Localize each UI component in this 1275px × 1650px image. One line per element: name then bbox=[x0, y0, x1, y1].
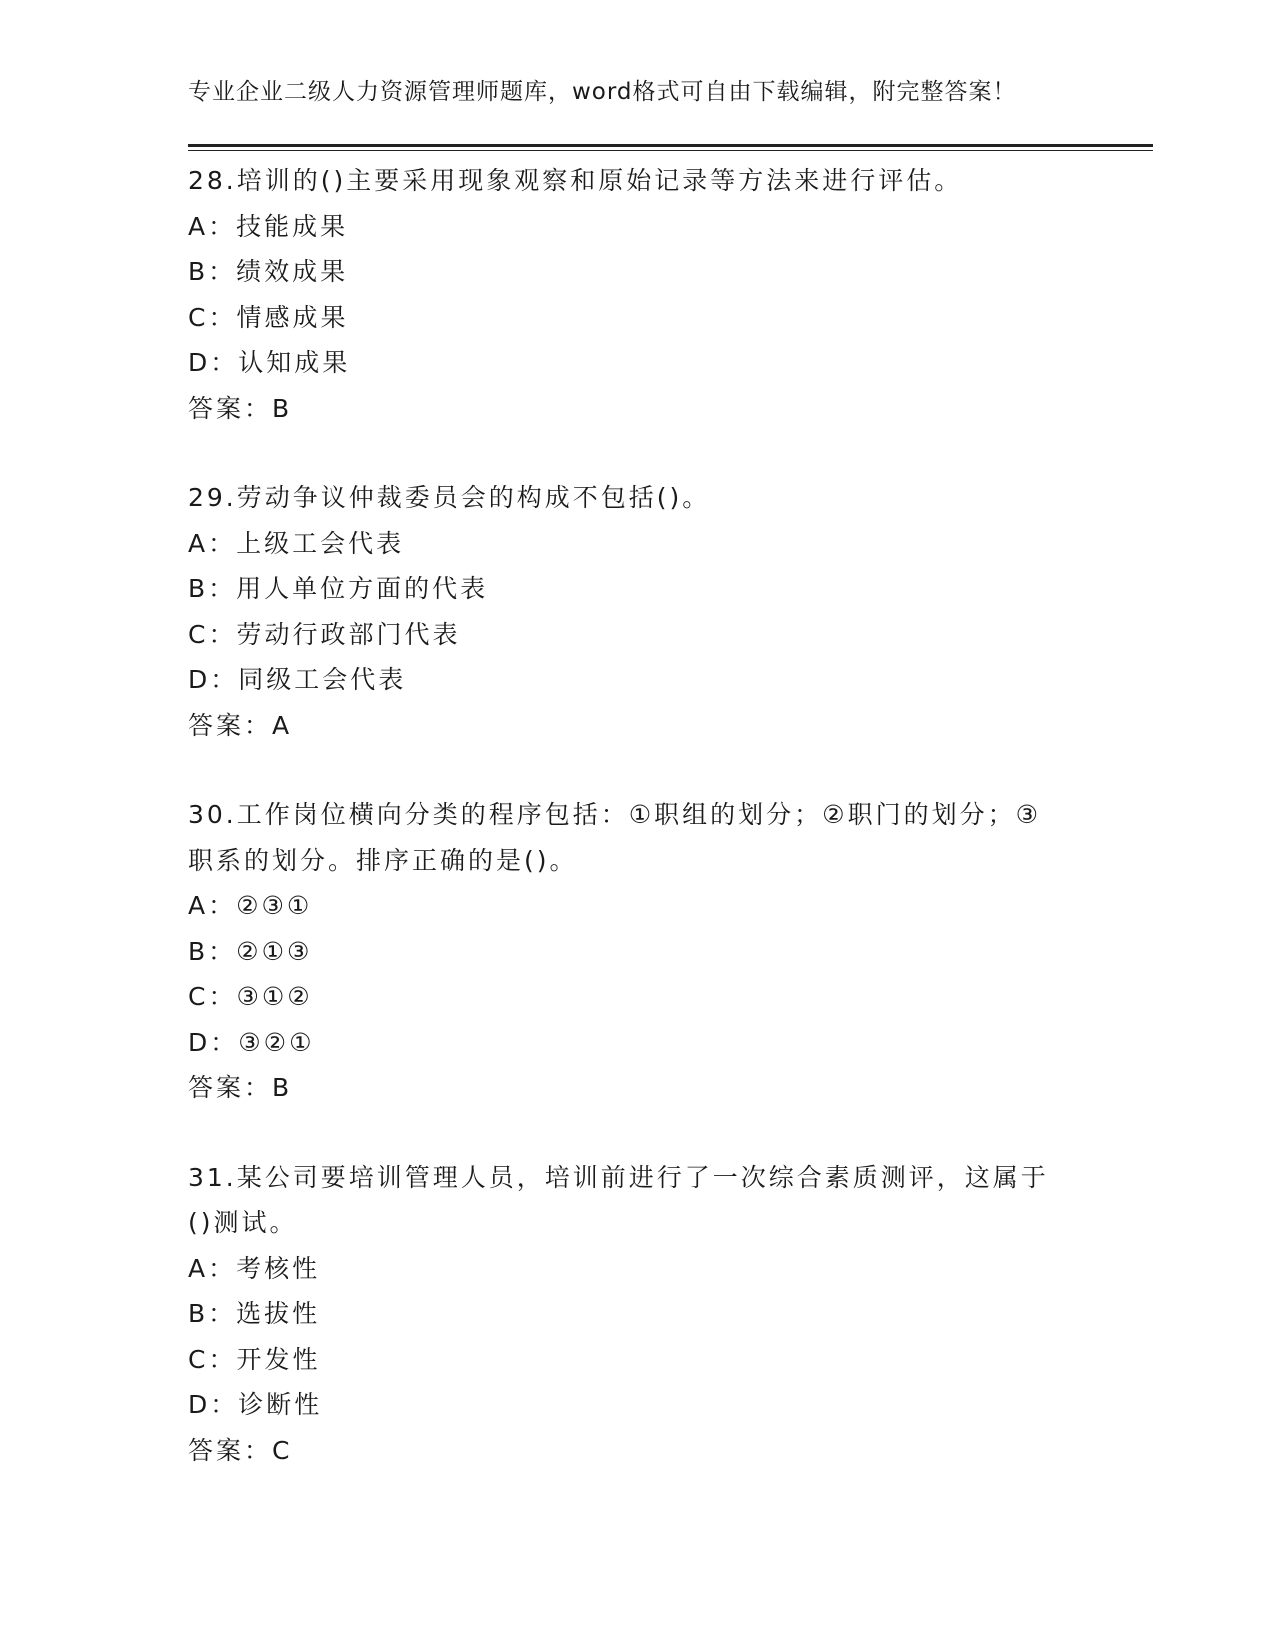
question-stem-line-2: ()测试。 bbox=[188, 1208, 298, 1237]
option-text: 劳动行政部门代表 bbox=[236, 619, 461, 649]
option-b bbox=[188, 249, 1088, 295]
option-text: 同级工会代表 bbox=[238, 665, 407, 694]
page-header: 专业企业二级人力资源管理师题库，word格式可自由下载编辑，附完整答案！ bbox=[188, 79, 1017, 105]
answer-line: 答案：A bbox=[188, 710, 293, 740]
answer-line: 答案：B bbox=[188, 393, 293, 423]
option-text: ②①③ bbox=[236, 936, 313, 966]
option-text: ③②① bbox=[238, 1027, 315, 1057]
option-label: D： bbox=[188, 1390, 239, 1419]
option-label: B： bbox=[188, 257, 237, 286]
option-label: B： bbox=[188, 1299, 237, 1328]
question-30 bbox=[188, 792, 1088, 1111]
answer-line: 答案：B bbox=[188, 1073, 293, 1102]
option-b bbox=[188, 1291, 1088, 1337]
option-c bbox=[188, 612, 1088, 658]
option-text: 认知成果 bbox=[238, 348, 351, 377]
option-c bbox=[188, 974, 1088, 1020]
option-label: A： bbox=[188, 528, 237, 558]
option-label: A： bbox=[188, 211, 237, 241]
option-b bbox=[188, 929, 1088, 975]
option-d bbox=[188, 340, 1088, 386]
option-b bbox=[188, 566, 1088, 612]
option-label: C： bbox=[188, 302, 237, 332]
option-c bbox=[188, 295, 1088, 341]
option-text: 考核性 bbox=[236, 1253, 321, 1283]
option-label: B： bbox=[188, 936, 237, 966]
option-c bbox=[188, 1337, 1088, 1383]
question-28 bbox=[188, 158, 1088, 431]
option-text: 选拔性 bbox=[236, 1299, 321, 1328]
option-d bbox=[188, 1382, 1088, 1428]
option-a bbox=[188, 204, 1088, 250]
question-stem-line-2: 职系的划分。排序正确的是()。 bbox=[188, 845, 578, 875]
option-text: 上级工会代表 bbox=[236, 528, 405, 558]
header-divider-thick bbox=[188, 144, 1153, 147]
option-label: D： bbox=[188, 1027, 239, 1057]
option-a bbox=[188, 521, 1088, 567]
option-text: 诊断性 bbox=[238, 1390, 323, 1419]
option-label: C： bbox=[188, 619, 237, 649]
option-text: ②③① bbox=[236, 891, 313, 920]
option-text: 用人单位方面的代表 bbox=[236, 574, 489, 603]
option-label: B： bbox=[188, 574, 237, 603]
option-label: D： bbox=[188, 348, 239, 377]
option-text: 情感成果 bbox=[236, 302, 349, 332]
question-29 bbox=[188, 475, 1088, 748]
option-label: D： bbox=[188, 665, 239, 694]
option-text: 技能成果 bbox=[236, 211, 349, 241]
option-d bbox=[188, 1020, 1088, 1066]
question-stem-line-1: 31.某公司要培训管理人员，培训前进行了一次综合素质测评，这属于 bbox=[188, 1162, 1049, 1192]
header-divider-thin bbox=[188, 150, 1153, 151]
option-label: C： bbox=[188, 982, 237, 1011]
question-stem-line-1: 30.工作岗位横向分类的程序包括：①职组的划分；②职门的划分；③ bbox=[188, 800, 1041, 829]
option-label: A： bbox=[188, 1253, 237, 1283]
question-stem: 28.培训的()主要采用现象观察和原始记录等方法来进行评估。 bbox=[188, 166, 963, 195]
question-31 bbox=[188, 1155, 1088, 1474]
option-label: C： bbox=[188, 1344, 237, 1374]
option-label: A： bbox=[188, 891, 237, 920]
option-a bbox=[188, 1246, 1088, 1292]
question-list bbox=[188, 158, 1088, 1517]
answer-line: 答案：C bbox=[188, 1435, 293, 1465]
option-text: 开发性 bbox=[236, 1344, 321, 1374]
option-text: ③①② bbox=[236, 982, 313, 1011]
question-stem: 29.劳动争议仲裁委员会的构成不包括()。 bbox=[188, 483, 711, 512]
option-text: 绩效成果 bbox=[236, 257, 349, 286]
option-a bbox=[188, 883, 1088, 929]
option-d bbox=[188, 657, 1088, 703]
